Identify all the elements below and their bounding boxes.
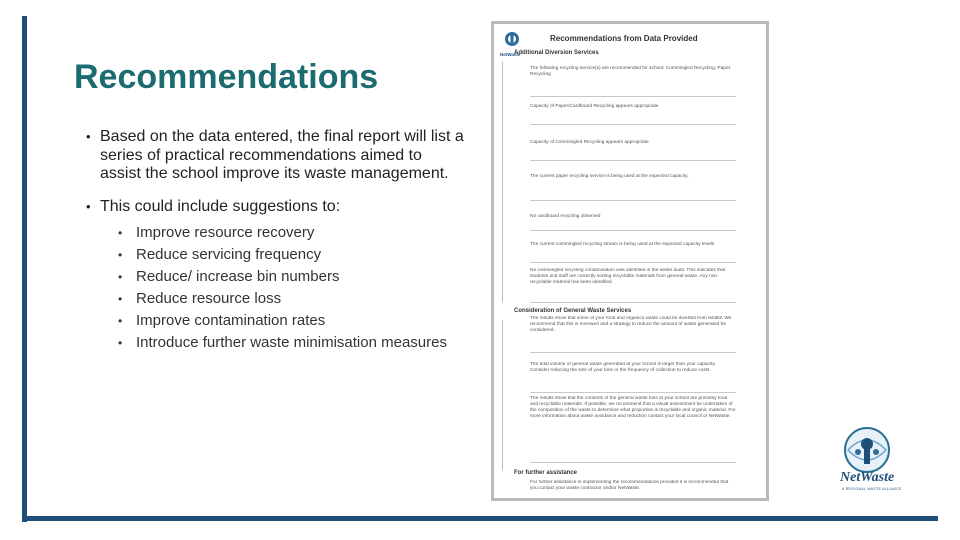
bullet-item-1 (84, 128, 464, 184)
netwaste-logo-text: NetWaste (840, 470, 895, 485)
bullet-glyph: • (118, 226, 123, 240)
report-section-1: Additional Diversion Services (514, 50, 599, 56)
sub-bullet-item (118, 224, 464, 242)
report-divider (502, 62, 503, 302)
report-row (530, 66, 736, 97)
report-row-text: Capacity of Paper/Cardboard Recycling appears appropriate (530, 104, 659, 109)
report-row (530, 480, 736, 499)
bullet-glyph: • (118, 248, 123, 262)
bullet-glyph: • (118, 270, 123, 284)
bullet-glyph: • (118, 336, 123, 350)
report-row (530, 268, 736, 303)
report-section-3: For further assistance (514, 470, 578, 476)
bullet-glyph: • (86, 198, 91, 214)
sub-bullet-item (118, 334, 464, 352)
sub-bullet-text: Reduce resource loss (136, 290, 282, 307)
sub-bullet-text: Introduce further waste minimisation measures (136, 334, 447, 351)
report-row-text: The results show that the contents of the general waste bins at your school are primarily food and recyclable materials. If possible, we recommend that a visual assessment be undertaken of the composition of the waste to determine what proportion is recyclable and organic material. For more information about waste avoidance and reduction contact your local council or NetWaste. (530, 396, 736, 419)
report-row-text: No commingled recycling contamination was identified in the waste audit. This indicates that students and staff are correctly sorting recyclable materials from general waste. Any non-recyclable material has been identified. (530, 268, 726, 285)
report-section-2: Consideration of General Waste Services (514, 308, 632, 314)
sub-bullet-item (118, 246, 464, 264)
report-row-text: The total volume of general waste generated at your school is larger than your capacity. Consider reducing the size of your bins or the frequency of collection to reduce costs. (530, 362, 716, 373)
report-row (530, 362, 736, 393)
report-row (530, 396, 736, 463)
report-row-text: Capacity of Commingled Recycling appears appropriate (530, 140, 649, 145)
bullet-text-2: This could include suggestions to: (100, 197, 341, 215)
bullet-glyph: • (118, 314, 123, 328)
report-divider (502, 320, 503, 470)
bottom-accent-rule (22, 516, 938, 521)
sub-bullet-item (118, 268, 464, 286)
report-row-text: The current paper recycling service is being used at the expected capacity. (530, 174, 689, 179)
report-row-text: No cardboard recycling observed (530, 214, 601, 219)
sub-bullet-item (118, 290, 464, 308)
slide-title: Recommendations (74, 58, 379, 96)
sub-bullet-text: Improve resource recovery (136, 224, 315, 241)
bullet-list (84, 128, 464, 356)
report-row (530, 104, 736, 125)
sub-bullet-text: Improve contamination rates (136, 312, 326, 329)
report-preview (491, 21, 769, 501)
sub-bullet-list (118, 224, 464, 352)
report-row (530, 140, 736, 161)
sub-bullet-text: Reduce servicing frequency (136, 246, 322, 263)
report-row (530, 242, 736, 263)
report-logo-text: NetWaste (500, 52, 521, 57)
report-row (530, 214, 736, 231)
bullet-text-1: Based on the data entered, the final report will list a series of practical recommendations aimed to assist the school improve its waste management. (100, 128, 464, 182)
sub-bullet-text: Reduce/ increase bin numbers (136, 268, 340, 285)
report-row (530, 174, 736, 201)
report-heading: Recommendations from Data Provided (550, 34, 698, 43)
left-accent-rule (22, 16, 27, 522)
bullet-glyph: • (86, 129, 91, 144)
report-row-text: The following recycling service(s) are recommended for school: Commingled Recycling, Paper Recycling (530, 66, 731, 77)
bullet-glyph: • (118, 292, 123, 306)
netwaste-tagline: A REGIONAL WASTE ALLIANCE (842, 487, 902, 491)
sub-bullet-item (118, 312, 464, 330)
netwaste-logo-icon (500, 30, 524, 52)
bullet-item-2 (84, 198, 464, 217)
report-row-text: The current commingled recycling stream is being used at the expected capacity levels (530, 242, 715, 247)
report-row-text: The results show that some of your food and organics waste could be diverted from landfill. We recommend that this is reviewed and a strategy to reduce the amount of waste generated be considered. (530, 316, 732, 333)
report-footer-text: For further assistance in implementing the recommendations provided it is recommended that you contact your waste contractor and/or NetWaste. (530, 480, 729, 491)
report-row (530, 316, 736, 353)
